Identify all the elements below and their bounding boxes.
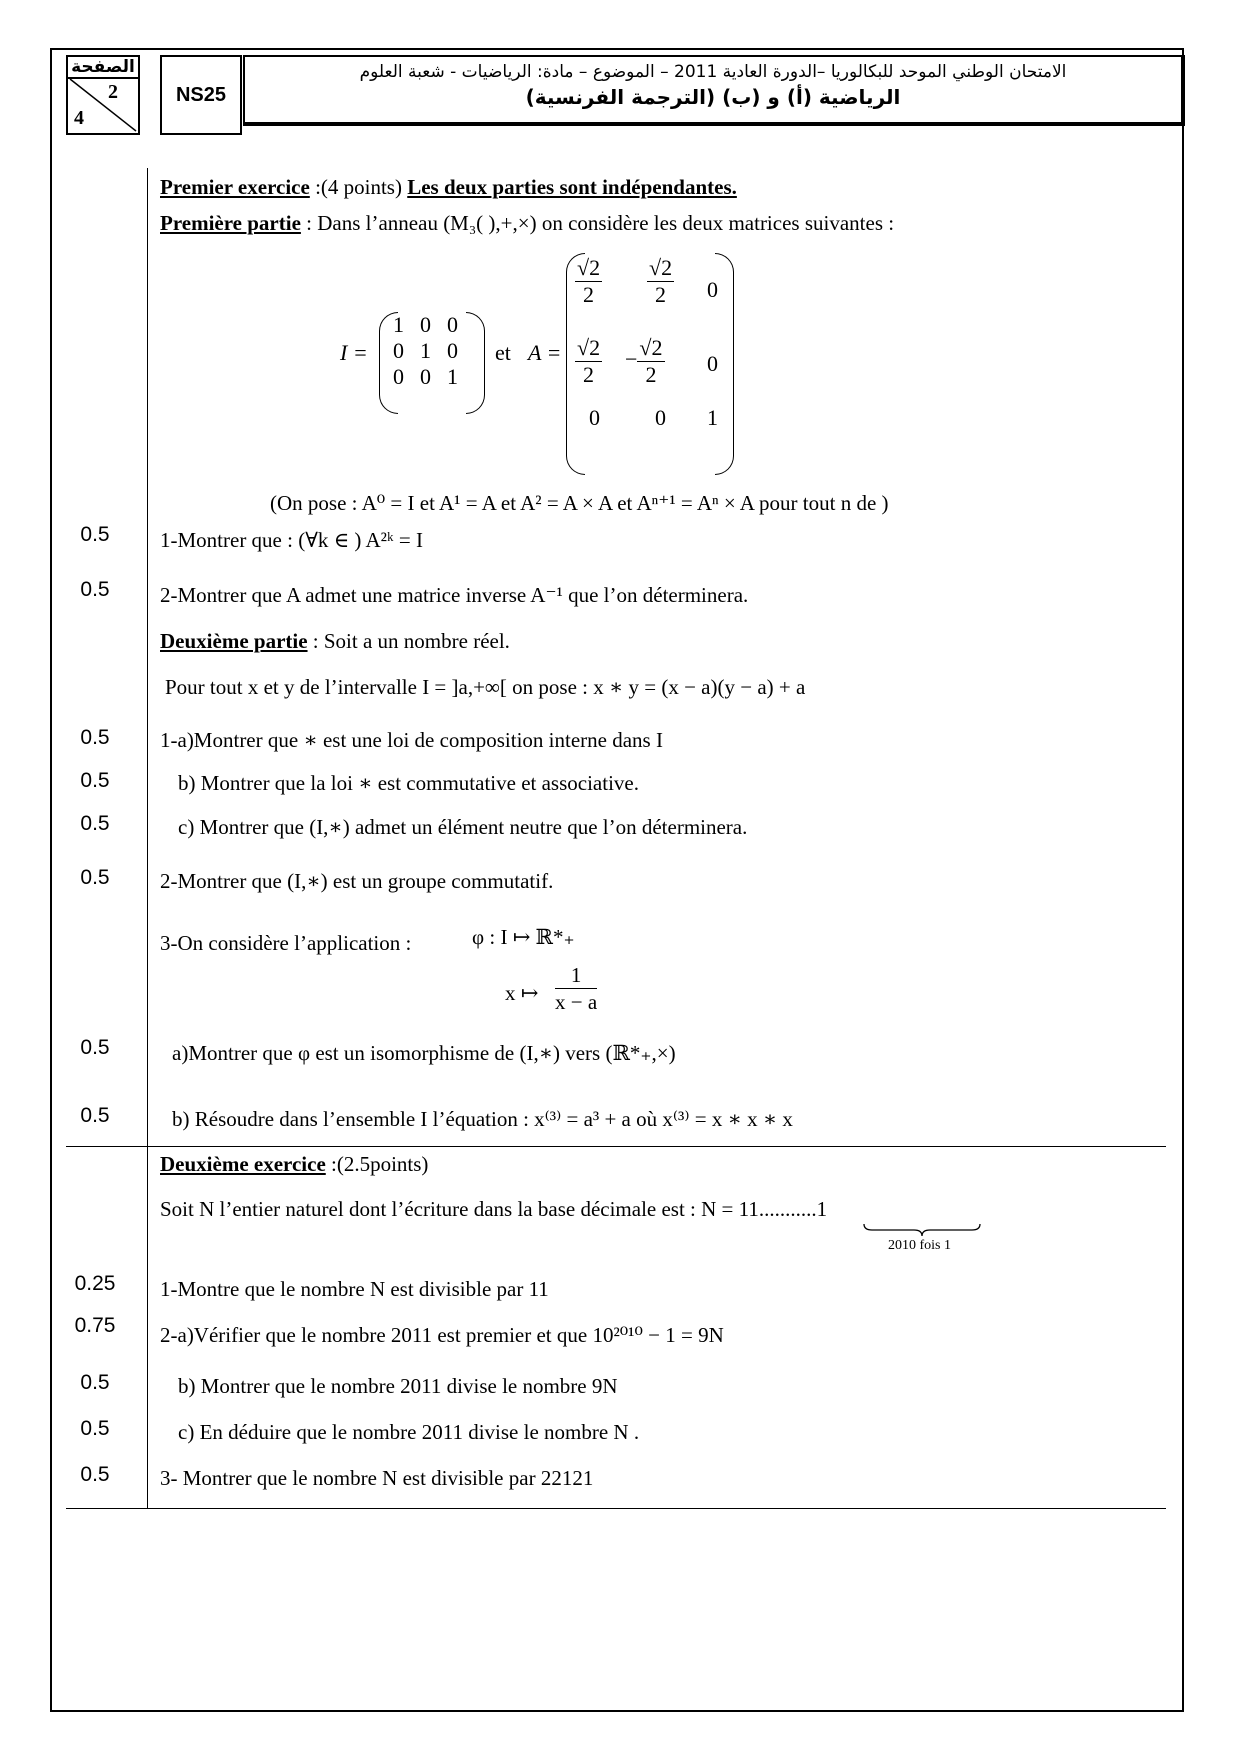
- on-pose-line: (On pose : A⁰ = I et A¹ = A et A² = A × A et Aⁿ⁺¹ = Aⁿ × A pour tout n de ): [270, 491, 889, 515]
- ex1-q1b: b) Montrer que la loi ∗ est commutative et associative.: [178, 771, 639, 795]
- matrix-I-label: I =: [340, 340, 368, 365]
- part2-definition: Pour tout x et y de l’intervalle I = ]a,+∞[ on pose : x ∗ y = (x − a)(y − a) + a: [165, 675, 806, 699]
- ex2-q2a: 2-a)Vérifier que le nombre 2011 est premier et que 10²⁰¹⁰ − 1 = 9N: [160, 1323, 724, 1347]
- page-total: 4: [74, 107, 84, 129]
- part2-title: Deuxième partie: [160, 629, 308, 653]
- score-3: 0.5: [80, 726, 110, 749]
- score-1: 0.5: [80, 523, 110, 546]
- ex1-q1: 1-Montrer que : (∀k ∈ ) A²ᵏ = I: [160, 528, 423, 552]
- ex2-q1: 1-Montre que le nombre N est divisible par 11: [160, 1277, 549, 1301]
- q3-fraction: [555, 962, 597, 1015]
- ex1-q2-group: 2-Montrer que (I,∗) est un groupe commutatif.: [160, 869, 554, 893]
- underbrace-icon: [862, 1222, 982, 1238]
- ex1-title: Premier exercice: [160, 175, 310, 199]
- q3-frac-num: 1: [555, 962, 597, 989]
- part2-text: : Soit a un nombre réel.: [307, 629, 510, 653]
- score-2: 0.5: [80, 578, 110, 601]
- score-12: 0.5: [80, 1417, 110, 1440]
- title-line-2: الرياضية (أ) و (ب) (الترجمة الفرنسية): [525, 85, 901, 109]
- part1-title: Première partie: [160, 211, 301, 235]
- ex2-points: :(2.5points): [325, 1152, 429, 1176]
- ex2-q2b: b) Montrer que le nombre 2011 divise le nombre 9N: [178, 1374, 618, 1398]
- ex2-q3: 3- Montrer que le nombre N est divisible par 22121: [160, 1466, 594, 1490]
- exam-title: [243, 55, 1185, 126]
- q3-map-line1: φ : I ↦ ℝ*₊: [472, 925, 575, 949]
- score-10: 0.75: [74, 1314, 116, 1337]
- title-line-1: الامتحان الوطني الموحد للبكالوريا –الدورة العادية 2011 – الموضوع – مادة: الرياضيات - شعبة العلوم: [359, 62, 1067, 82]
- exam-code: NS25: [160, 55, 242, 135]
- part1-text: : Dans l’anneau (M₃( ),+,×) on considère les deux matrices suivantes :: [300, 211, 895, 235]
- ex1-heading: [160, 174, 737, 200]
- score-5: 0.5: [80, 812, 110, 835]
- score-13: 0.5: [80, 1463, 110, 1486]
- matrix-I: 1 0 0 0 1 0 0 0 1: [393, 312, 458, 389]
- brace-label: 2010 fois 1: [888, 1238, 951, 1253]
- page-number-box: [66, 55, 140, 135]
- page-current: 2: [108, 81, 118, 103]
- score-7: 0.5: [80, 1036, 110, 1059]
- ex1-subtitle: Les deux parties sont indépendantes.: [407, 175, 737, 199]
- margin-rule: [147, 168, 148, 1508]
- ex2-title: Deuxième exercice: [160, 1152, 326, 1176]
- score-11: 0.5: [80, 1371, 110, 1394]
- matrix-A-label: A =: [528, 340, 562, 365]
- ex2-heading: [160, 1151, 428, 1177]
- ex1-q2: 2-Montrer que A admet une matrice inverse A⁻¹ que l’on déterminera.: [160, 583, 749, 607]
- q3-map-line2: x ↦: [505, 981, 539, 1005]
- score-9: 0.25: [74, 1272, 116, 1295]
- ex2-q2c: c) En déduire que le nombre 2011 divise le nombre N .: [178, 1420, 640, 1444]
- ex1-q3b: b) Résoudre dans l’ensemble I l’équation : x⁽³⁾ = a³ + a où x⁽³⁾ = x ∗ x ∗ x: [172, 1107, 793, 1131]
- ex2-intro: Soit N l’entier naturel dont l’écriture dans la base décimale est : N = 11...........1: [160, 1197, 828, 1221]
- ex1-q1a: 1-a)Montrer que ∗ est une loi de composition interne dans I: [160, 728, 663, 752]
- ex1-q1c: c) Montrer que (I,∗) admet un élément neutre que l’on déterminera.: [178, 815, 748, 839]
- score-6: 0.5: [80, 866, 110, 889]
- bottom-rule: [66, 1508, 1166, 1509]
- exercise-separator: [66, 1146, 1166, 1147]
- score-8: 0.5: [80, 1104, 110, 1127]
- part2-line: [160, 628, 510, 654]
- matrix-I-right-paren: [466, 312, 485, 414]
- ex1-points: :(4 points): [309, 175, 408, 199]
- page-label: الصفحة: [68, 57, 138, 79]
- matrix-et: et: [495, 340, 511, 365]
- q3-frac-den: x − a: [555, 990, 598, 1014]
- ex1-q3a: a)Montrer que φ est un isomorphisme de (I,∗) vers (ℝ*₊,×): [172, 1041, 676, 1065]
- ex1-q3: 3-On considère l’application :: [160, 931, 412, 955]
- score-4: 0.5: [80, 769, 110, 792]
- part1-line: [160, 210, 894, 236]
